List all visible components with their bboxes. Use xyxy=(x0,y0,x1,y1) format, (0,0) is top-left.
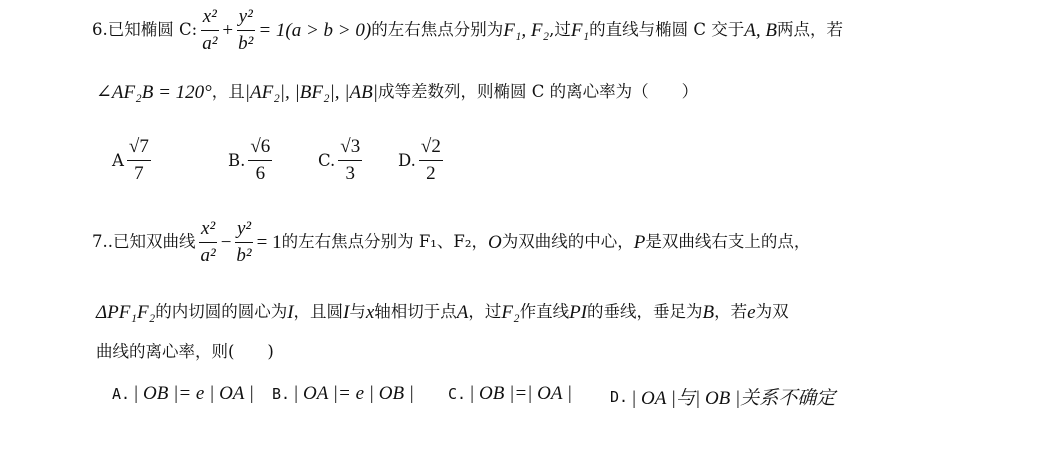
q7-line3: 曲线的离心率，则( ) xyxy=(96,342,274,361)
q6-choice-b[interactable]: B. $\frac{√6}{6}$ xyxy=(228,136,271,184)
q7-line2: ΔPF₁F₂ 的内切圆的圆心为 I ，且圆 I 与 x 轴相切于点 A ，过 F₂ 作直线 PI 的垂线，垂足为 B ，若 e 为双 xyxy=(96,301,789,323)
q7-equation-tail: = 1 xyxy=(256,231,282,253)
q6-equation-tail: = 1(a > b > 0) xyxy=(258,19,372,41)
q7-intro: 已知双曲线 xyxy=(113,231,196,251)
q6-text3: 的直线与椭圆 C 交于 xyxy=(589,19,745,39)
q6-text5: ，且 xyxy=(211,81,245,101)
q7-o: O xyxy=(487,231,502,253)
q7-label: 7.. xyxy=(92,231,113,251)
fraction-y2-b2: $\frac{\text{y²}}{\text{b²}}$ xyxy=(238,5,254,54)
q6-sequence: |AF₂|, |BF₂|, |AB| xyxy=(244,81,378,103)
q7-triangle: ΔPF₁F₂ xyxy=(96,301,156,323)
q6-text1: 的左右焦点分别为 xyxy=(371,19,504,39)
q6-angle: ∠AF₂B = 120° xyxy=(96,81,212,103)
q6-f1: F₁ xyxy=(570,19,590,41)
fraction-x2-a2: $\frac{\text{x²}}{\text{a²}}$ xyxy=(202,5,218,54)
q7-line1: 7.. 已知双曲线 $\frac{\text{x²}}{\text{a²}}$ − $\frac{\text{y²}}{\text{b²}}$ = 1 的左右焦点分别为 F₁、F₂， O 为双曲线的中心， P 是双曲线右支上的点， xyxy=(92,217,811,266)
q6-text6: 成等差数列，则椭圆 C 的离心率为（ ） xyxy=(377,81,699,101)
fraction-x2-a2-q7: $\frac{\text{x²}}{\text{a²}}$ xyxy=(200,217,216,266)
q6-choice-d[interactable]: D. $\frac{√2}{2}$ xyxy=(398,136,441,184)
q7-choice-b[interactable]: B. | OA |= e | OB | xyxy=(272,383,415,404)
q7-text1: 的左右焦点分别为 F₁、F₂， xyxy=(281,231,488,251)
q7-p: P xyxy=(633,231,646,253)
q6-foci: F₁, F₂ xyxy=(503,19,550,41)
fraction-y2-b2-q7: $\frac{\text{y²}}{\text{b²}}$ xyxy=(236,217,252,266)
q6-ab: A, B xyxy=(744,19,777,41)
q6-text2: ,过 xyxy=(549,19,571,39)
q6-intro: 已知椭圆 C: xyxy=(107,19,198,39)
q7-choice-a[interactable]: A. | OB |= e | OA | xyxy=(112,383,255,404)
q6-label: 6. xyxy=(92,19,108,39)
q7-text3: 是双曲线右支上的点， xyxy=(645,231,811,251)
q6-choice-c[interactable]: C. $\frac{√3}{3}$ xyxy=(318,136,361,184)
q6-text4: 两点，若 xyxy=(776,19,843,39)
q7-choice-c[interactable]: C. | OB |=| OA | xyxy=(448,383,573,404)
q6-line2 xyxy=(96,80,698,104)
q7-choice-d[interactable]: D. | OA |与| OB |关系不确定 xyxy=(610,387,836,409)
q7-text2: 为双曲线的中心， xyxy=(501,231,634,251)
q6-choice-a[interactable]: A $\frac{√7}{7}$ xyxy=(112,136,149,184)
q6-line1: 6. 已知椭圆 C: $\frac{\text{x²}}{\text{a²}}$ + $\frac{\text{y²}}{\text{b²}}$ = 1(a > b > 0) 的左右焦点分别为 F₁, F₂ ,过 F₁ 的直线与椭圆 C 交于 A, B 两点，若 xyxy=(92,5,843,54)
